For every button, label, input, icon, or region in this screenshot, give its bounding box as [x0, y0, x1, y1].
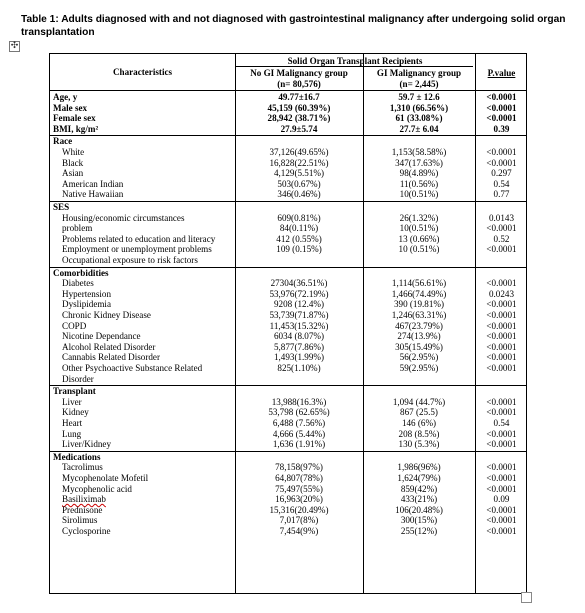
row-label: Occupational exposure to risk factors: [62, 255, 198, 265]
table-row: [50, 310, 526, 321]
p-value: <0.0001: [486, 515, 517, 526]
table-row: [50, 418, 526, 429]
gi-value: 347(17.63%): [395, 157, 443, 168]
table-row: [50, 244, 526, 255]
table-row: [50, 452, 526, 463]
no-gi-value: 75,497(55%): [275, 483, 323, 494]
table-row: [50, 113, 526, 124]
row-label: Tacrolimus: [62, 462, 103, 473]
no-gi-value: 6034 (8.07%): [273, 331, 324, 342]
table-resize-handle[interactable]: [521, 592, 532, 603]
table-row: [50, 386, 526, 397]
table-row: [50, 147, 526, 158]
table-row: [50, 92, 526, 103]
table-move-handle-icon[interactable]: ✣: [10, 41, 19, 51]
no-gi-value: 609(0.81%): [277, 212, 321, 223]
no-gi-value: 503(0.67%): [277, 178, 321, 189]
table-row: [50, 189, 526, 200]
row-label: Other Psychoactive Substance Related: [62, 363, 203, 373]
no-gi-value: 7,454(9%): [279, 526, 319, 536]
p-value: <0.0001: [486, 504, 517, 515]
no-gi-value: 4,129(5.51%): [273, 168, 324, 179]
row-label: Liver/Kidney: [62, 439, 111, 450]
row-label: Comorbidities: [53, 267, 109, 278]
gi-value: 467(23.79%): [395, 320, 443, 331]
no-gi-value: 4,666 (5.44%): [272, 428, 326, 439]
table-row: [50, 321, 526, 332]
p-value: <0.0001: [486, 310, 517, 320]
no-gi-value: 37,126(49.65%): [269, 147, 329, 157]
row-label: Problems related to education and literacy: [62, 233, 216, 244]
table-row: [50, 429, 526, 440]
table-row: [50, 136, 526, 147]
gi-value: 59(2.95%): [399, 363, 439, 373]
gi-value: 61 (33.08%): [395, 113, 443, 124]
p-value: <0.0001: [486, 428, 517, 439]
row-label: Sirolimus: [62, 515, 98, 526]
p-value: <0.0001: [486, 483, 517, 494]
row-label: Dyslipidemia: [62, 299, 111, 310]
no-gi-value: 64,807(78%): [275, 473, 323, 483]
gi-value: 1,624(79%): [397, 473, 441, 483]
p-value: <0.0001: [486, 320, 517, 331]
table-row: [50, 515, 526, 526]
p-value: 0.77: [493, 189, 510, 200]
row-label: Chronic Kidney Disease: [62, 310, 151, 320]
gi-value: 56(2.95%): [399, 352, 439, 363]
p-value: <0.0001: [486, 396, 517, 407]
no-gi-value: 346(0.46%): [277, 189, 321, 200]
table-row: [50, 179, 526, 190]
table-row: [50, 473, 526, 484]
row-label: Nicotine Dependance: [62, 331, 141, 342]
no-gi-value: 27304(36.51%): [270, 278, 328, 289]
table-row: [50, 299, 526, 310]
gi-value: 130 (5.3%): [398, 439, 440, 450]
gi-value: 390 (19.81%): [393, 299, 444, 310]
row-label: Lung: [62, 428, 82, 439]
p-value: 0.0243: [488, 288, 514, 299]
row-label: Alcohol Related Disorder: [62, 341, 156, 352]
table-row: [50, 363, 526, 374]
gi-value: 106(20.48%): [395, 504, 443, 515]
row-label: Cannabis Related Disorder: [62, 352, 160, 363]
no-gi-value: 28,942 (38.71%): [267, 113, 331, 124]
p-value: <0.0001: [486, 462, 517, 473]
row-label: Disorder: [62, 373, 94, 384]
p-value: <0.0001: [486, 244, 517, 255]
row-label: Female sex: [53, 113, 96, 124]
p-value: <0.0001: [486, 102, 517, 113]
row-label: Asian: [62, 168, 84, 179]
no-gi-value: 5,877(7.86%): [273, 341, 324, 352]
row-label: White: [62, 147, 85, 157]
row-label: Heart: [62, 418, 83, 428]
table-row: [50, 202, 526, 213]
header-group-title: Solid Organ Transplant Recipients: [287, 56, 423, 66]
gi-value: 1,153(58.58%): [391, 147, 447, 157]
table-row: [50, 255, 526, 266]
table-row: [50, 484, 526, 495]
gi-value: 305(15.49%): [395, 341, 443, 352]
p-value: <0.0001: [486, 278, 517, 289]
no-gi-value: 1,636 (1.91%): [272, 439, 326, 450]
row-label: Medications: [53, 451, 101, 462]
row-label: Mycophenolate Mofetil: [62, 473, 149, 483]
no-gi-value: 53,739(71.87%): [269, 310, 329, 320]
p-value: <0.0001: [486, 299, 517, 310]
p-value: 0.54: [493, 418, 510, 428]
row-label: American Indian: [62, 178, 124, 189]
p-value: <0.0001: [486, 92, 517, 102]
row-label: BMI, kg/m²: [53, 123, 99, 134]
no-gi-value: 412 (0.55%): [276, 233, 322, 244]
row-label: Male sex: [53, 102, 88, 113]
row-label: Mycophenolic acid: [62, 483, 132, 494]
no-gi-value: 825(1.10%): [277, 363, 321, 373]
p-value: <0.0001: [486, 526, 517, 536]
no-gi-value: 27.9±5.74: [280, 123, 318, 134]
header-col2-line2: (n= 2,445): [399, 79, 439, 89]
table-row: [50, 407, 526, 418]
table-row: [50, 168, 526, 179]
no-gi-value: 1,493(1.99%): [273, 352, 324, 363]
gi-value: 13 (0.66%): [398, 233, 440, 244]
no-gi-value: 78,158(97%): [275, 462, 323, 473]
row-label: Liver: [62, 396, 82, 407]
no-gi-value: 16,828(22.51%): [269, 157, 329, 168]
table-row: [50, 505, 526, 516]
gi-value: 433(21%): [400, 494, 438, 505]
row-label: Age, y: [53, 92, 78, 102]
p-value: <0.0001: [486, 157, 517, 168]
table-caption: Table 1: Adults diagnosed with and not diagnosed with gastrointestinal malignancy after undergoing solid organ transplantation: [21, 14, 566, 38]
gi-value: 859(42%): [400, 483, 438, 494]
table-row: [50, 439, 526, 450]
gi-value: 300(15%): [400, 515, 438, 526]
gi-value: 10 (0.51%): [398, 244, 440, 255]
p-value: <0.0001: [486, 331, 517, 342]
gi-value: 255(12%): [400, 526, 438, 536]
table-row: [50, 234, 526, 245]
no-gi-value: 49.77±16.7: [278, 92, 320, 102]
table-row: [50, 268, 526, 279]
table-row: [50, 289, 526, 300]
data-table: [49, 53, 527, 594]
no-gi-value: 9208 (12.4%): [273, 299, 324, 310]
p-value: <0.0001: [486, 113, 517, 124]
header-col1-line1: No GI Malignancy group: [250, 68, 348, 78]
p-value: <0.0001: [486, 352, 517, 363]
gi-value: 59.7 ± 12.6: [398, 92, 440, 102]
header-col1-line2: (n= 80,576): [277, 79, 321, 89]
table-row: [50, 462, 526, 473]
gi-value: 27.7± 6.04: [399, 123, 439, 134]
row-label: problem: [62, 223, 93, 234]
no-gi-value: 15,316(20.49%): [269, 504, 329, 515]
p-value: 0.09: [493, 494, 510, 505]
no-gi-value: 53,798 (62.65%): [268, 407, 330, 418]
row-label: Housing/economic circumstances: [62, 212, 185, 223]
p-value: 0.39: [493, 123, 510, 134]
p-value: 0.297: [491, 168, 512, 179]
gi-value: 146 (6%): [401, 418, 437, 428]
gi-value: 1,246(63.31%): [391, 310, 447, 320]
row-label: Prednisone: [62, 504, 103, 515]
p-value: <0.0001: [486, 473, 517, 483]
no-gi-value: 45,159 (60.39%): [267, 102, 331, 113]
row-label: COPD: [62, 320, 87, 331]
no-gi-value: 109 (0.15%): [276, 244, 322, 255]
gi-value: 98(4.89%): [399, 168, 439, 179]
p-value: <0.0001: [486, 407, 517, 418]
row-label: Diabetes: [62, 278, 94, 289]
p-value: 0.52: [493, 233, 510, 244]
no-gi-value: 7,017(8%): [279, 515, 319, 526]
table-row: [50, 374, 526, 385]
gi-value: 208 (8.5%): [398, 428, 440, 439]
no-gi-value: 6,488 (7.56%): [272, 418, 326, 428]
p-value: 0.0143: [488, 212, 514, 223]
no-gi-value: 53,976(72.19%): [269, 288, 329, 299]
row-label: Native Hawaiian: [62, 189, 124, 200]
table-row: [50, 213, 526, 224]
no-gi-value: 13,988(16.3%): [271, 396, 327, 407]
p-value: <0.0001: [486, 147, 517, 157]
gi-value: 1,466(74.49%): [391, 288, 447, 299]
header-characteristics: Characteristics: [112, 67, 173, 77]
row-label: Black: [62, 157, 84, 168]
row-label: Transplant: [53, 386, 96, 397]
no-gi-value: 16,963(20%): [275, 494, 323, 505]
p-value: <0.0001: [486, 439, 517, 450]
table-row: [50, 526, 526, 537]
p-value: 0.54: [493, 178, 510, 189]
gi-value: 26(1.32%): [399, 212, 439, 223]
table-row: [50, 342, 526, 353]
gi-value: 1,986(96%): [397, 462, 441, 473]
gi-value: 274(13.9%): [397, 331, 441, 342]
row-label: Kidney: [62, 407, 89, 418]
table-row: [50, 397, 526, 408]
row-label: Race: [53, 136, 73, 147]
gi-value: 867 (25.5): [400, 407, 438, 418]
gi-value: 1,310 (66.56%): [389, 102, 449, 113]
row-label: Cyclosporine: [62, 526, 111, 536]
header-pvalue: P.value: [487, 68, 516, 78]
table-row: [50, 352, 526, 363]
gi-value: 1,094 (44.7%): [392, 396, 446, 407]
table-row: [50, 158, 526, 169]
no-gi-value: 84(0.11%): [279, 223, 319, 234]
p-value: <0.0001: [486, 223, 517, 234]
row-label: Basiliximab: [62, 494, 106, 505]
p-value: <0.0001: [486, 363, 517, 373]
row-label: SES: [53, 202, 70, 212]
row-label: Hypertension: [62, 288, 111, 299]
table-row: [50, 331, 526, 342]
table-row: [50, 124, 526, 135]
gi-value: 1,114(56.61%): [391, 278, 447, 289]
no-gi-value: 11,453(15.32%): [269, 320, 329, 331]
header-col2-line1: GI Malignancy group: [376, 68, 462, 78]
gi-value: 10(0.51%): [399, 189, 439, 200]
table-row: [50, 278, 526, 289]
row-label: Employment or unemployment problems: [62, 244, 212, 255]
table-row: [50, 103, 526, 114]
gi-value: 10(0.51%): [399, 223, 439, 234]
p-value: <0.0001: [486, 341, 517, 352]
gi-value: 11(0.56%): [399, 178, 439, 189]
table-row: [50, 494, 526, 505]
table-row: [50, 223, 526, 234]
